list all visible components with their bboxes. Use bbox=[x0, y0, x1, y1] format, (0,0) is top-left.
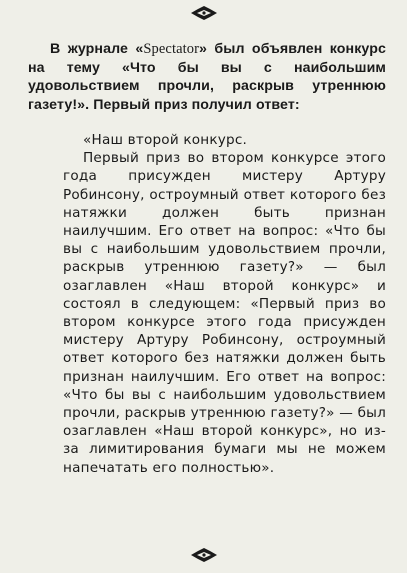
diamond-ornament-icon bbox=[191, 6, 217, 20]
lead-paragraph bbox=[28, 40, 386, 114]
lead-suffix: » был объявлен конкурс на тему «Что бы вы с наибольшим удовольствием прочли, раскрыв утреннюю газету!». Первый приз получил ответ: bbox=[28, 41, 386, 113]
lead-prefix: В журнале « bbox=[50, 41, 144, 57]
publication-name: Spectator bbox=[143, 41, 200, 57]
quoted-answer bbox=[63, 131, 386, 477]
quote-opening: «Наш второй конкурс. bbox=[83, 132, 248, 148]
quote-body: Первый приз во втором конкурсе этого года присужден мистеру Артуру Робинсону, остроумный ответ которого без натяжки должен быть признан наилучшим. Его ответ на вопрос: «Что бы вы с наибольшим удовольствием прочли, раскрыв утреннюю газету?» — был озаглавлен «Наш второй конкурс» и состоял в следующем: «Первый приз во втором конкурсе этого года присужден мистеру Артуру Робинсону, остроумный ответ которого без натяжки должен быть признан наилучшим. Его ответ на вопрос: «Что бы вы с наибольшим удовольствием прочли, раскрыв утреннюю газету?» — был озаглавлен «Наш второй конкурс», но из-за лимитирования бумаги мы не можем напечатать его полностью». bbox=[63, 150, 386, 476]
diamond-ornament-icon bbox=[191, 548, 217, 562]
